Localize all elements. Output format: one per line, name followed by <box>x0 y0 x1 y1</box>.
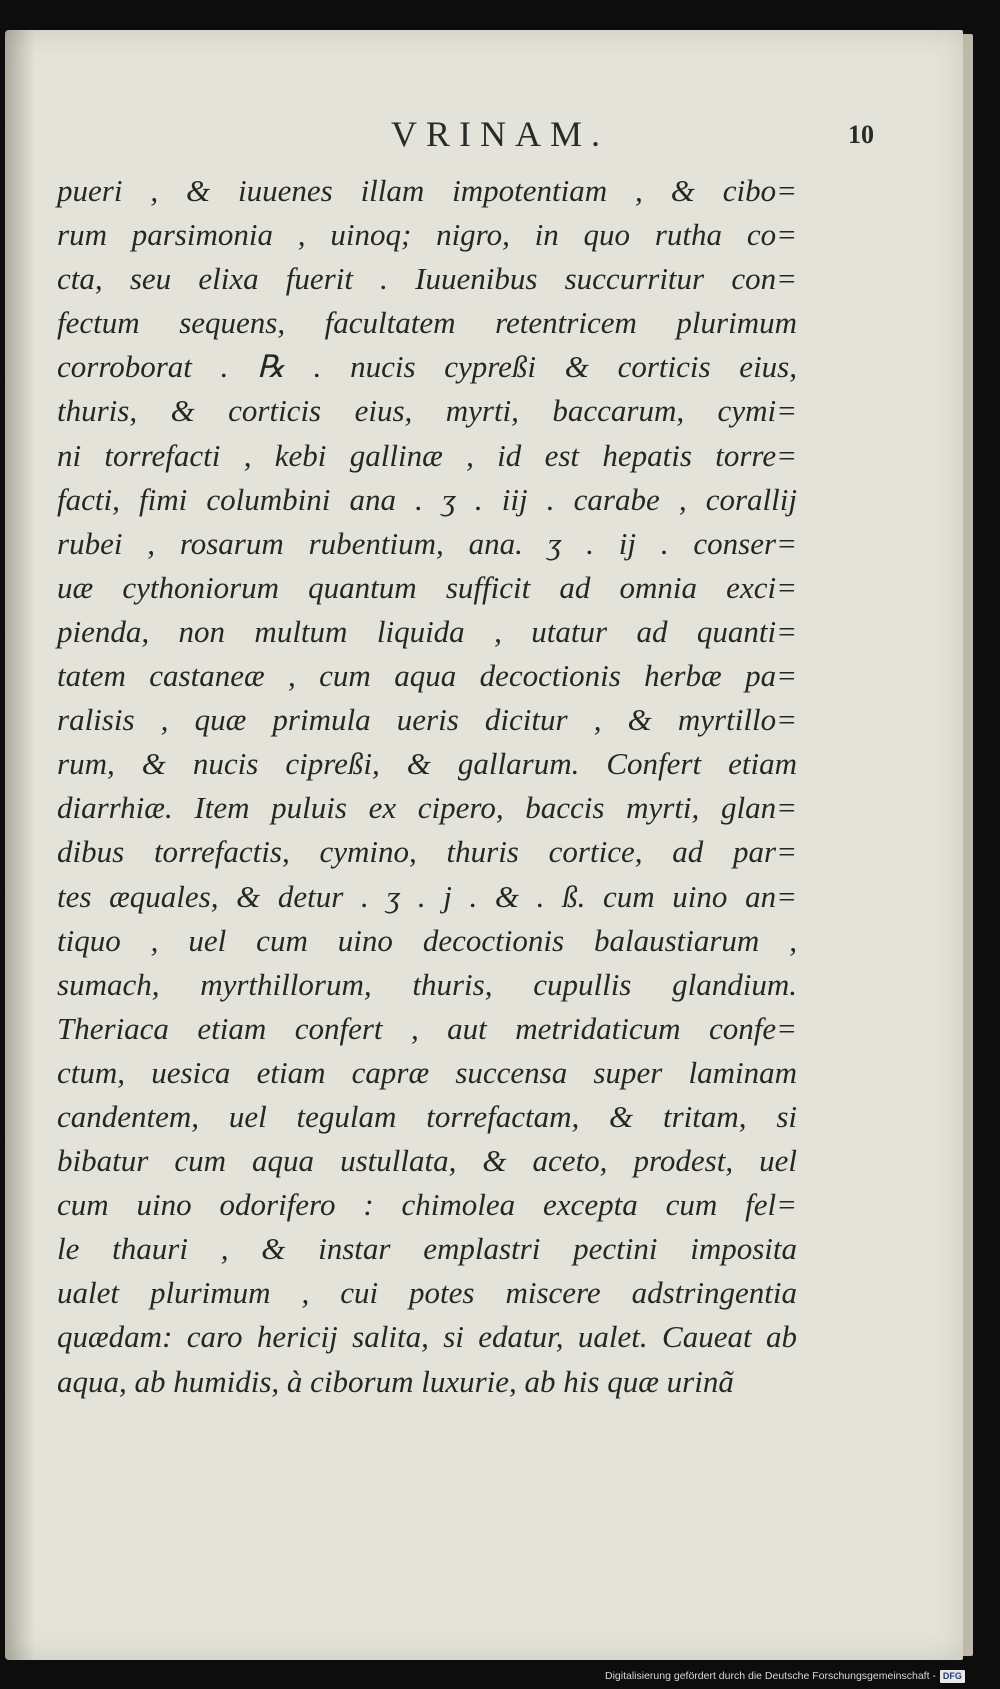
text-block <box>57 169 797 1404</box>
text-line: corroborat . ℞ . nucis cypreßi & corticis eius, <box>57 349 797 385</box>
text-line: pienda, non multum liquida , utatur ad quanti= <box>57 613 797 649</box>
text-line: dibus torrefactis, cymino, thuris cortice, ad par= <box>57 834 797 870</box>
text-line: fectum sequens, facultatem retentricem plurimum <box>57 305 797 341</box>
credit-text: Digitalisierung gefördert durch die Deutsche Forschungsgemeinschaft - <box>605 1670 936 1682</box>
text-line: le thauri , & instar emplastri pectini imposita <box>57 1231 797 1267</box>
dfg-logo: DFG <box>940 1670 965 1683</box>
text-line: rubei , rosarum rubentium, ana. ʒ . ij . conser= <box>57 525 797 561</box>
text-line: rum, & nucis cipreßi, & gallarum. Confert etiam <box>57 746 797 782</box>
text-line: candentem, uel tegulam torrefactam, & tritam, si <box>57 1098 797 1134</box>
text-line: aqua, ab humidis, à ciborum luxurie, ab his quæ urinã <box>57 1363 734 1399</box>
digitization-credit <box>605 1667 965 1685</box>
text-line: ualet plurimum , cui potes miscere adstringentia <box>57 1275 797 1311</box>
text-line: rum parsimonia , uinoq; nigro, in quo rutha co= <box>57 217 797 253</box>
running-head: VRINAM. <box>390 114 609 154</box>
text-line: ralisis , quæ primula ueris dicitur , & myrtillo= <box>57 702 797 738</box>
text-line: ni torrefacti , kebi gallinæ , id est hepatis torre= <box>57 437 797 473</box>
text-line: uæ cythoniorum quantum sufficit ad omnia exci= <box>57 569 797 605</box>
page-edge <box>963 34 973 1656</box>
text-line: thuris, & corticis eius, myrti, baccarum, cymi= <box>57 393 797 429</box>
text-line: cta, seu elixa fuerit . Iuuenibus succurritur con= <box>57 261 797 297</box>
text-line: diarrhiæ. Item puluis ex cipero, baccis myrti, glan= <box>57 790 797 826</box>
text-line: facti, fimi columbini ana . ʒ . iij . carabe , corallij <box>57 481 797 517</box>
text-line: pueri , & iuuenes illam impotentiam , & cibo= <box>57 173 797 208</box>
text-line: tatem castaneæ , cum aqua decoctionis herbæ pa= <box>57 658 797 694</box>
text-line: bibatur cum aqua ustullata, & aceto, prodest, uel <box>57 1143 797 1179</box>
text-line: ctum, uesica etiam capræ succensa super laminam <box>57 1054 797 1090</box>
text-line: tes æquales, & detur . ʒ . j . & . ß. cum uino an= <box>57 878 797 914</box>
page-number: 10 <box>848 120 874 149</box>
text-line: cum uino odorifero : chimolea excepta cum fel= <box>57 1187 797 1223</box>
text-line: sumach, myrthillorum, thuris, cupullis glandium. <box>57 966 797 1002</box>
text-line: quædam: caro hericij salita, si edatur, ualet. Caueat ab <box>57 1319 797 1355</box>
text-line: tiquo , uel cum uino decoctionis balaustiarum , <box>57 922 797 958</box>
text-line: Theriaca etiam confert , aut metridaticum confe= <box>57 1010 797 1046</box>
